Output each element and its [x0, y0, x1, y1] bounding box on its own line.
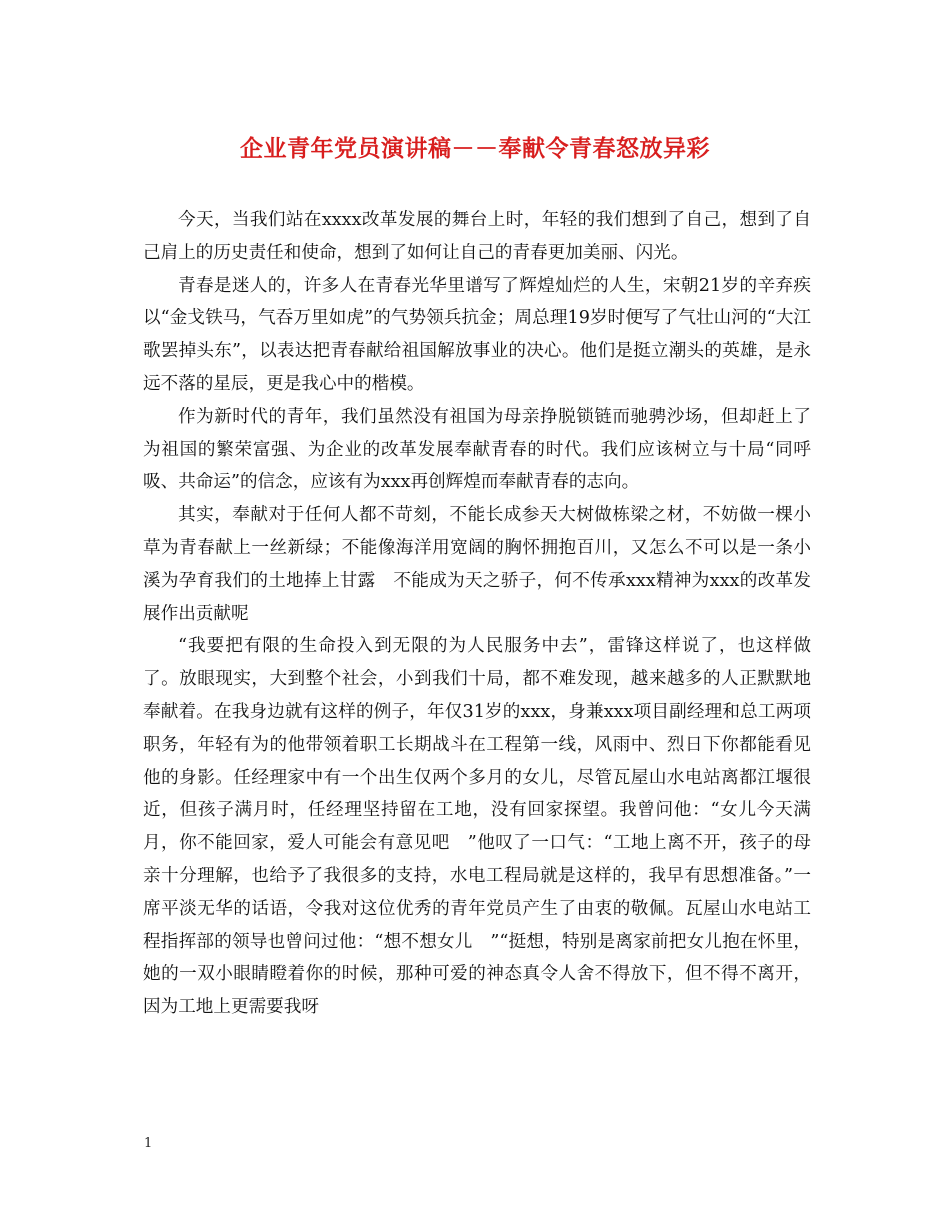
paragraph: “我要把有限的生命投入到无限的为人民服务中去”，雷锋这样说了，也这样做了。放眼现实，大到整个社会，小到我们十局，都不难发现，越来越多的人正默默地奉献着。在我身边就有这样的例子，年仅31岁的xxx，身兼xxx项目副经理和总工两项职务，年轻有为的他带领着职工长期战斗在工程第一线，风雨中、烈日下你都能看见他的身影。任经理家中有一个出生仅两个多月的女儿，尽管瓦屋山水电站离都江堰很近，但孩子满月时，任经理坚持留在工地，没有回家探望。我曾问他：“女儿今天满月，你不能回家，爱人可能会有意见吧 ”他叹了一口气：“工地上离不开，孩子的母亲十分理解，也给予了我很多的支持，水电工程局就是这样的，我早有思想准备。”一席平淡无华的话语，令我对这位优秀的青年党员产生了由衷的敬佩。瓦屋山水电站工程指挥部的领导也曾问过他：“想不想女儿 ”“挺想，特别是离家前把女儿抱在怀里，她的一双小眼睛瞪着你的时候，那种可爱的神态真令人舍不得放下，但不得不离开，因为工地上更需要我呀 [143, 636, 811, 1018]
paragraph: 青春是迷人的，许多人在青春光华里谱写了辉煌灿烂的人生，宋朝21岁的辛弃疾以“金戈铁马，气吞万里如虎”的气势领兵抗金；周总理19岁时便写了气壮山河的“大江歌罢掉头东”，以表达把青春献给祖国解放事业的决心。他们是挺立潮头的英雄，是永远不落的星辰，更是我心中的楷模。 [143, 275, 811, 394]
paragraph: 今天，当我们站在xxxx改革发展的舞台上时，年轻的我们想到了自己，想到了自己肩上的历史责任和使命，想到了如何让自己的青春更加美丽、闪光。 [143, 210, 811, 263]
paragraph: 其实，奉献对于任何人都不苛刻，不能长成参天大树做栋梁之材，不妨做一棵小草为青春献上一丝新绿；不能像海洋用宽阔的胸怀拥抱百川，又怎么不可以是一条小溪为孕育我们的土地捧上甘露 不能成为天之骄子，何不传承xxx精神为xxx的改革发展作出贡献呢 [143, 505, 811, 624]
document-body [143, 204, 811, 1024]
page-number: 1 [144, 1136, 153, 1151]
document-title: 企业青年党员演讲稿－－奉献令青春怒放异彩 [240, 135, 710, 162]
paragraph: 作为新时代的青年，我们虽然没有祖国为母亲挣脱锁链而驰骋沙场，但却赶上了为祖国的繁荣富强、为企业的改革发展奉献青春的时代。我们应该树立与十局“同呼吸、共命运”的信念，应该有为xxx再创辉煌而奉献青春的志向。 [143, 406, 811, 493]
